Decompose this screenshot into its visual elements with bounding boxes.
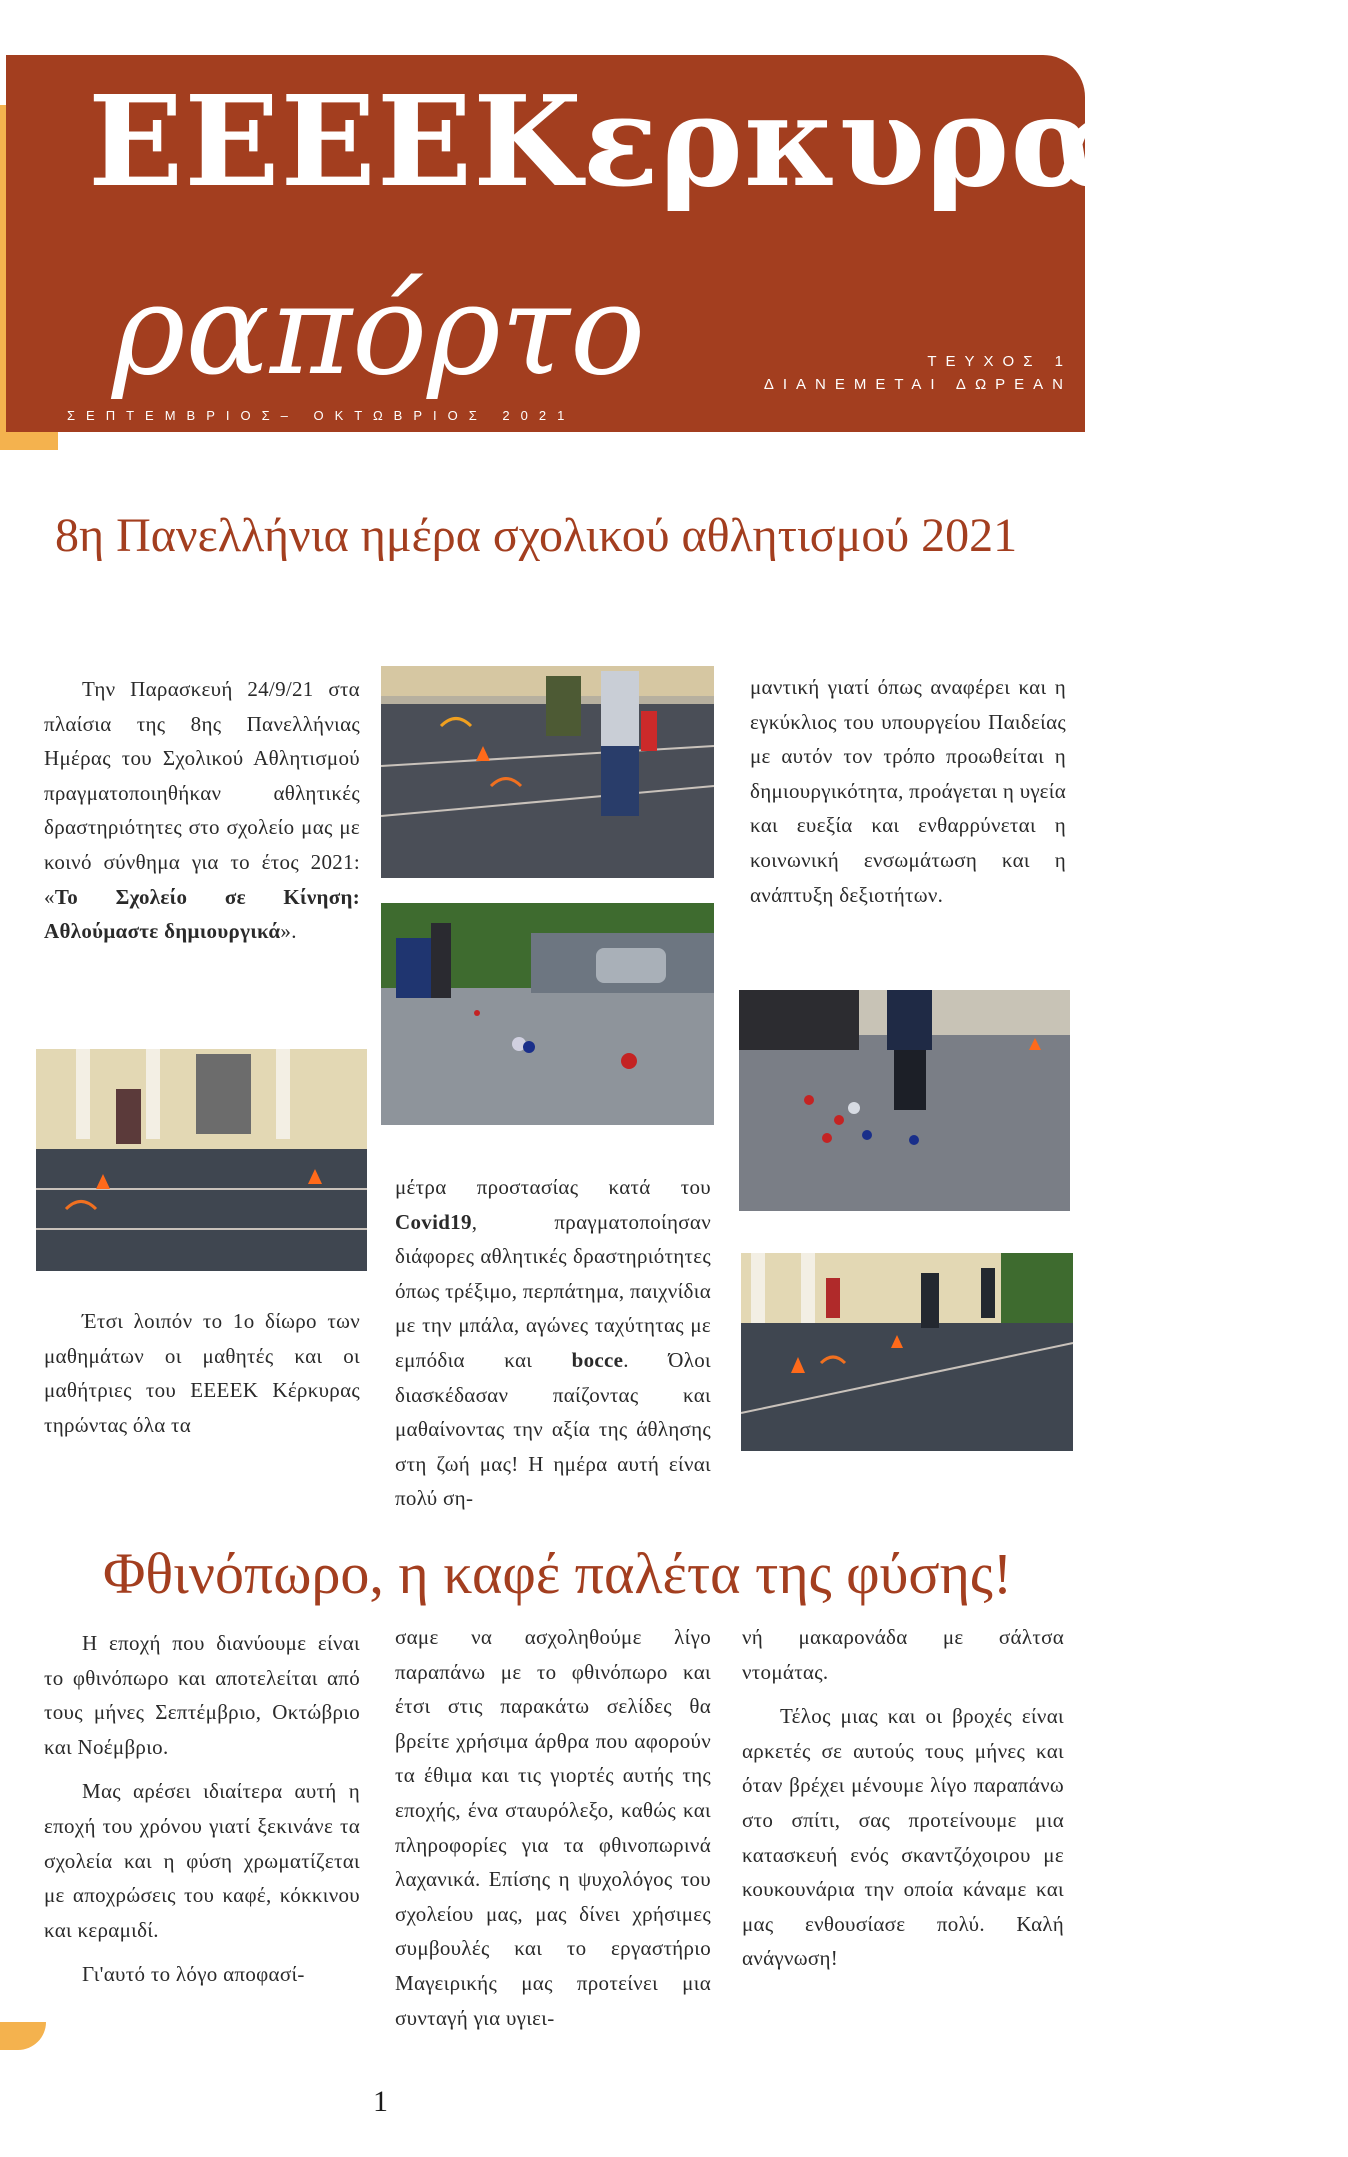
article2-paragraph-2: Μας αρέσει ιδιαίτερα αυτή η εποχή του χρόνου γιατί ξεκινάνε τα σχολεία και η φύση χρωματίζεται με αποχρώσεις του καφέ, κόκκινου και κεραμιδί. (44, 1779, 360, 1942)
masthead-subtitle: ραπόρτο (112, 258, 646, 403)
article1-bocce-term: bocce (571, 1347, 624, 1372)
article1-column-3a: μαντική γιατί όπως αναφέρει και η εγκύκλιος του υπουργείου Παιδείας με αυτόν τον τρόπο προωθείται η δημιουργικότητα, προάγεται η υγεία και ευεξία και ενθαρρύνεται η κοινωνική ενσωμάτωση και η ανάπτυξη δεξιοτήτων. (750, 675, 1066, 907)
article2-col3-paragraph-2: Τέλος μιας και οι βροχές είναι αρκετές σε αυτούς τους μήνες και όταν βρέχει μένουμε λίγο παραπάνω στο σπίτι, σας προτείνουμε μια κατασκευή ενός σκαντζόχοιρου με κουκουνάρια την οποία κάναμε και μας ενθουσίασε πολύ. Καλή ανάγνωση! (742, 1704, 1064, 1971)
article2-paragraph-3: Γι'αυτό το λόγο αποφασί- (82, 1962, 305, 1987)
article1-col2-part1: μέτρα προστασίας κατά του (395, 1175, 711, 1199)
article1-col2-part3: . Όλοι διασκέδασαν παίζοντας και μαθαίνοντας την αξία της άθλησης στη ζωή μας! Η ημέρα αυτή είναι πολύ ση- (395, 1347, 711, 1511)
article1-column-2b (395, 1170, 711, 1516)
article2-paragraph-1: Η εποχή που διανύουμε είναι το φθινόπωρο και αποτελείται από τους μήνες Σεπτέμβριο, Οκτώβριο και Νοέμβριο. (44, 1631, 360, 1759)
article2-col3-paragraph-1: νή μακαρονάδα με σάλτσα ντομάτας. (742, 1625, 1064, 1684)
distribution-note: ΔΙΑΝΕΜΕΤΑΙ ΔΩΡΕΑΝ (763, 376, 1072, 393)
article2-column-3 (742, 1620, 1064, 1976)
article1-intro-text: Την Παρασκευή 24/9/21 στα πλαίσια της 8ης Πανελλήνιας Ημέρας του Σχολικού Αθλητισμού πραγματοποιηθήκαν αθλητικές δραστηριότητες στο σχολείο μας με κοινό σύνθημα για το έτος 2021: « (44, 677, 360, 909)
issue-number: ΤΕΥΧΟΣ 1 (927, 353, 1072, 370)
photo-bocce-yard (381, 903, 714, 1125)
masthead-title: ΕΕΕΕΚερκυραϊκό (88, 69, 1348, 215)
article2-column-2: σαμε να ασχοληθούμε λίγο παραπάνω με το φθινόπωρο και έτσι στις παρακάτω σελίδες θα βρείτε χρήσιμα άρθρα που αφορούν τα έθιμα και τις γιορτές αυτής της εποχής, ένα σταυρόλεξο, καθώς και πληροφορίες για τα φθινοπωρινά λαχανικά. Επίσης η ψυχολόγος του σχολείου μας, μας δίνει χρήσιμες συμβουλές και το εργαστήριο Μαγειρικής μας προτείνει μια συνταγή για υγιει- (395, 1625, 711, 2030)
issue-dates: ΣΕΠΤΕΜΒΡΙΟΣ– ΟΚΤΩΒΡΙΟΣ 2021 (67, 408, 576, 423)
article2-column-1 (44, 1626, 360, 1992)
article1-intro-end: ». (280, 919, 297, 944)
article1-headline: 8η Πανελλήνια ημέρα σχολικού αθλητισμού 2021 (55, 509, 1018, 562)
photo-group-track (741, 1253, 1073, 1451)
article1-column-1b: Έτσι λοιπόν το 1ο δίωρο των μαθημάτων οι μαθητές και οι μαθήτριες του ΕΕΕΕΚ Κέρκυρας τηρώντας όλα τα (44, 1309, 360, 1437)
article1-col2-part2: , πραγματοποίησαν διάφορες αθλητικές δραστηριότητες όπως τρέξιμο, περπάτημα, παιχνίδια με την μπάλα, αγώνες ταχύτητας με εμπόδια και (395, 1209, 711, 1372)
photo-bocce-player (739, 990, 1070, 1211)
photo-walking-hurdles (381, 666, 714, 878)
footer-side-tab (0, 2022, 46, 2050)
page-number: 1 (373, 2085, 388, 2118)
article1-motto: Το Σχολείο σε Κίνηση: Αθλούμαστε δημιουργικά (44, 884, 360, 944)
issue-info (764, 350, 1072, 396)
article1-covid-term: Covid19 (395, 1209, 472, 1234)
photo-hurdle-race (36, 1049, 367, 1271)
article1-column-1a (44, 672, 360, 949)
article2-headline: Φθινόπωρο, η καφέ παλέτα της φύσης! (103, 1541, 1013, 1606)
